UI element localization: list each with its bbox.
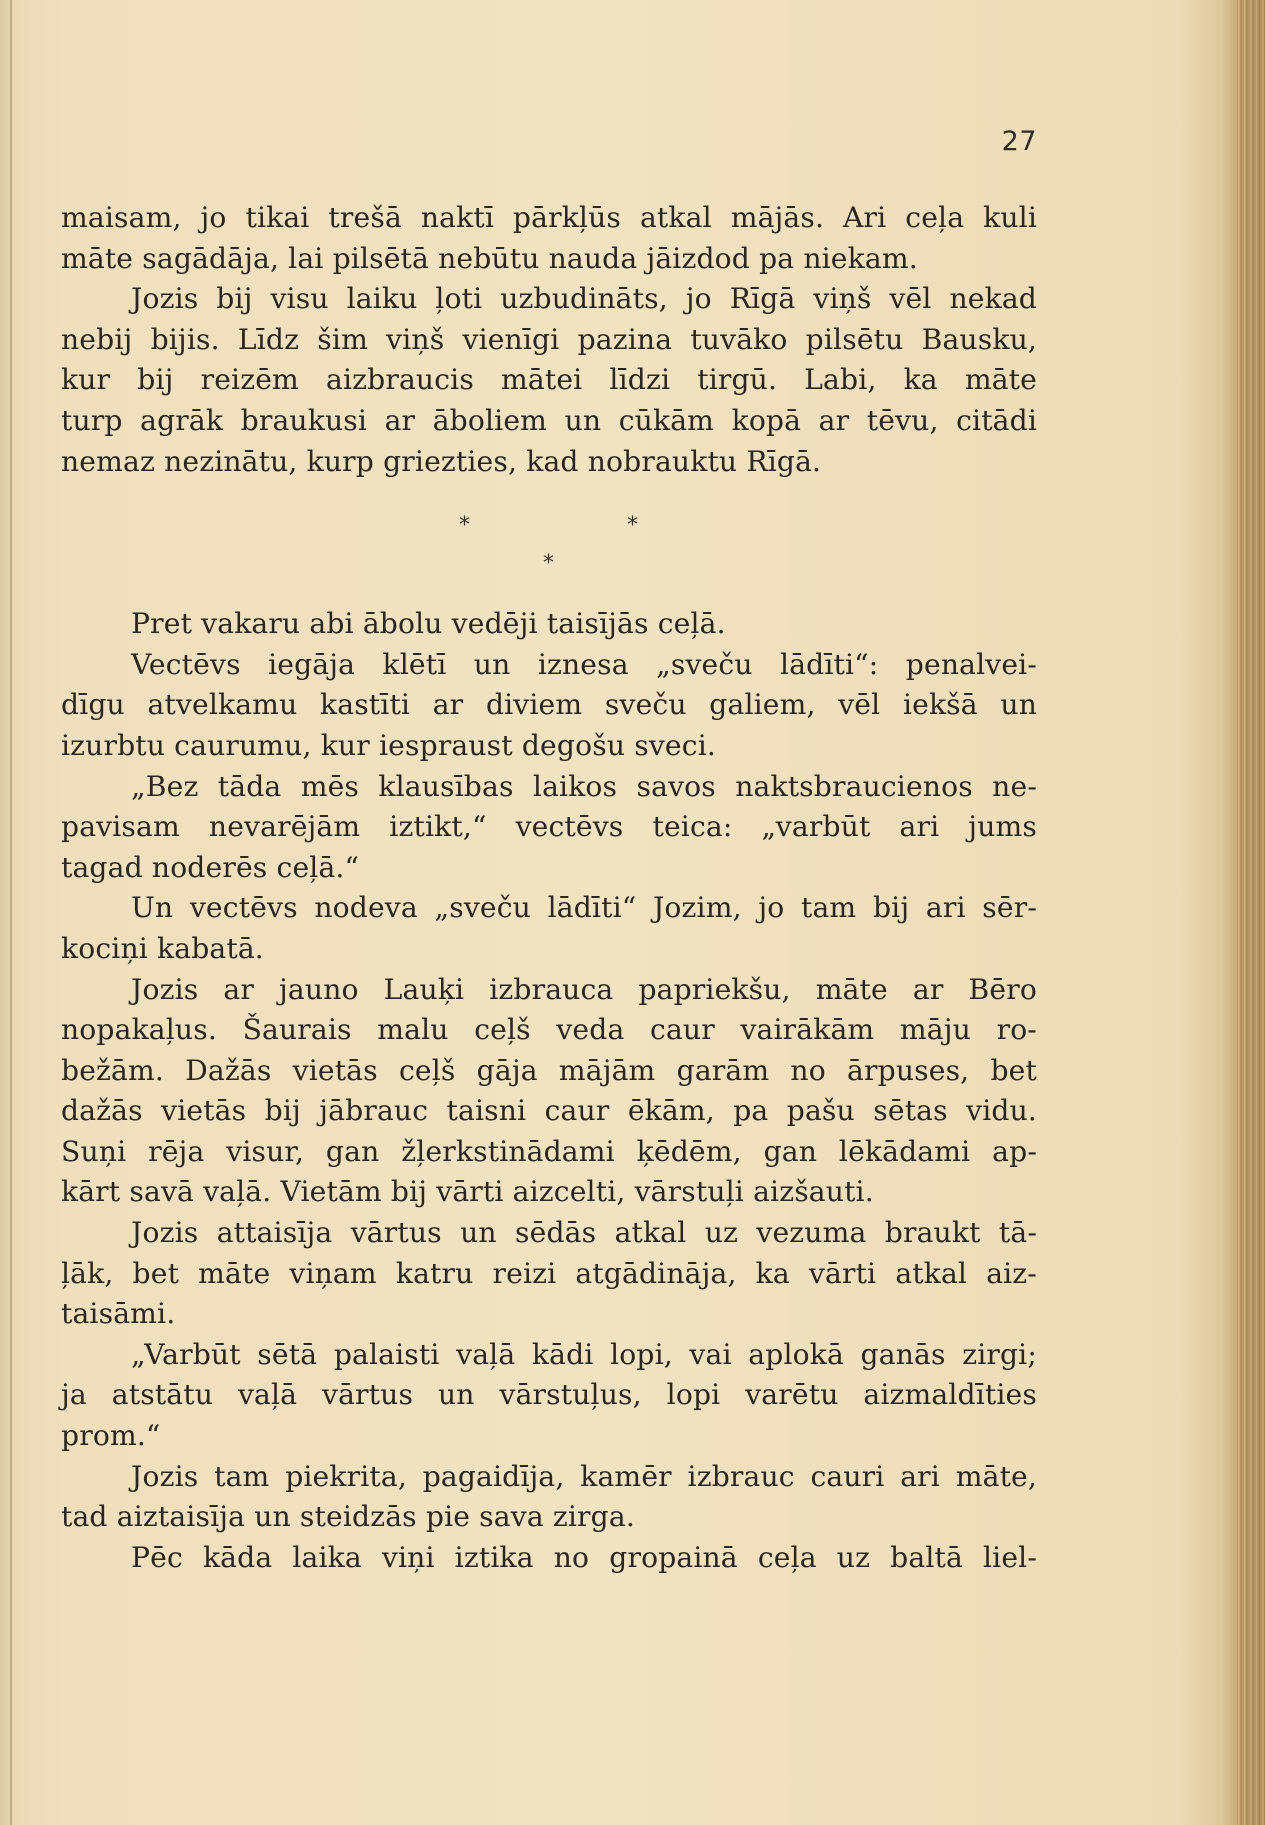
separator-star: * [459, 513, 471, 539]
gutter-line [10, 0, 12, 1825]
separator-star: * [627, 513, 639, 539]
page-number: 27 [1001, 126, 1037, 157]
body-text [61, 198, 1037, 1578]
text-line: Pret vakaru abi ābolu vedēji taisījās ceļā. [131, 607, 726, 641]
text-line: ļāk, bet māte viņam katru reizi atgādināja, ka vārti atkal aiz- [61, 1256, 1037, 1290]
text-line: māte sagādāja, lai pilsētā nebūtu nauda jāizdod pa niekam. [61, 241, 918, 275]
text-line: bežām. Dažās vietās ceļš gāja mājām garām no ārpuses, bet [61, 1053, 1037, 1087]
text-line: Jozis tam piekrita, pagaidīja, kamēr izbrauc cauri ari māte, [131, 1459, 1037, 1493]
text-line: nemaz nezinātu, kurp griezties, kad nobrauktu Rīgā. [61, 444, 822, 478]
text-line: „Varbūt sētā palaisti vaļā kādi lopi, vai aplokā ganās zirgi; [131, 1337, 1037, 1371]
text-line: „Bez tāda mēs klausības laikos savos naktsbraucienos ne- [131, 769, 1037, 803]
text-line: turp agrāk braukusi ar āboliem un cūkām kopā ar tēvu, citādi [61, 403, 1037, 437]
text-line: taisāmi. [61, 1297, 176, 1331]
text-line: prom.“ [61, 1419, 161, 1453]
text-line: dažās vietās bij jābrauc taisni caur ēkām, pa pašu sētas vidu. [61, 1094, 1037, 1128]
text-line: Jozis attaisīja vārtus un sēdās atkal uz vezuma braukt tā- [131, 1216, 1037, 1250]
text-line: nebij bijis. Līdz šim viņš vienīgi pazina tuvāko pilsētu Bausku, [61, 322, 1037, 356]
page-edge [1237, 0, 1265, 1825]
separator-star: * [543, 551, 555, 577]
text-line: nopakaļus. Šaurais malu ceļš veda caur vairākām māju ro- [61, 1013, 1037, 1047]
text-line: kur bij reizēm aizbraucis mātei līdzi tirgū. Labi, ka māte [61, 363, 1037, 397]
text-line: pavisam nevarējām iztikt,“ vectēvs teica: „varbūt ari jums [61, 810, 1037, 844]
text-line: Un vectēvs nodeva „sveču lādīti“ Jozim, jo tam bij ari sēr- [131, 891, 1037, 925]
text-line: Suņi rēja visur, gan žļerkstinādami ķēdēm, gan lēkādami ap- [61, 1134, 1037, 1168]
text-line: Jozis bij visu laiku ļoti uzbudināts, jo Rīgā viņš vēl nekad [131, 282, 1037, 316]
text-line: kociņi kabatā. [61, 931, 264, 965]
text-line: izurbtu caurumu, kur iespraust degošu sveci. [61, 728, 716, 762]
text-line: maisam, jo tikai trešā naktī pārkļūs atkal mājās. Ari ceļa kuli [61, 201, 1037, 234]
text-line: tagad noderēs ceļā.“ [61, 850, 360, 884]
text-line: Jozis ar jauno Lauķi izbrauca papriekšu, māte ar Bēro [131, 972, 1037, 1006]
text-line: tad aiztaisīja un steidzās pie sava zirga. [61, 1500, 635, 1534]
text-line: kārt savā vaļā. Vietām bij vārti aizcelti, vārstuļi aizšauti. [61, 1175, 874, 1209]
text-line: Vectēvs iegāja klētī un iznesa „sveču lādīti“: penalvei- [131, 647, 1037, 681]
text-line: Pēc kāda laika viņi iztika no gropainā ceļa uz baltā liel- [131, 1540, 1037, 1574]
text-line: dīgu atvelkamu kastīti ar diviem sveču galiem, vēl iekšā un [61, 688, 1037, 722]
text-line: ja atstātu vaļā vārtus un vārstuļus, lopi varētu aizmaldīties [61, 1378, 1037, 1412]
section-separator [61, 482, 1037, 604]
